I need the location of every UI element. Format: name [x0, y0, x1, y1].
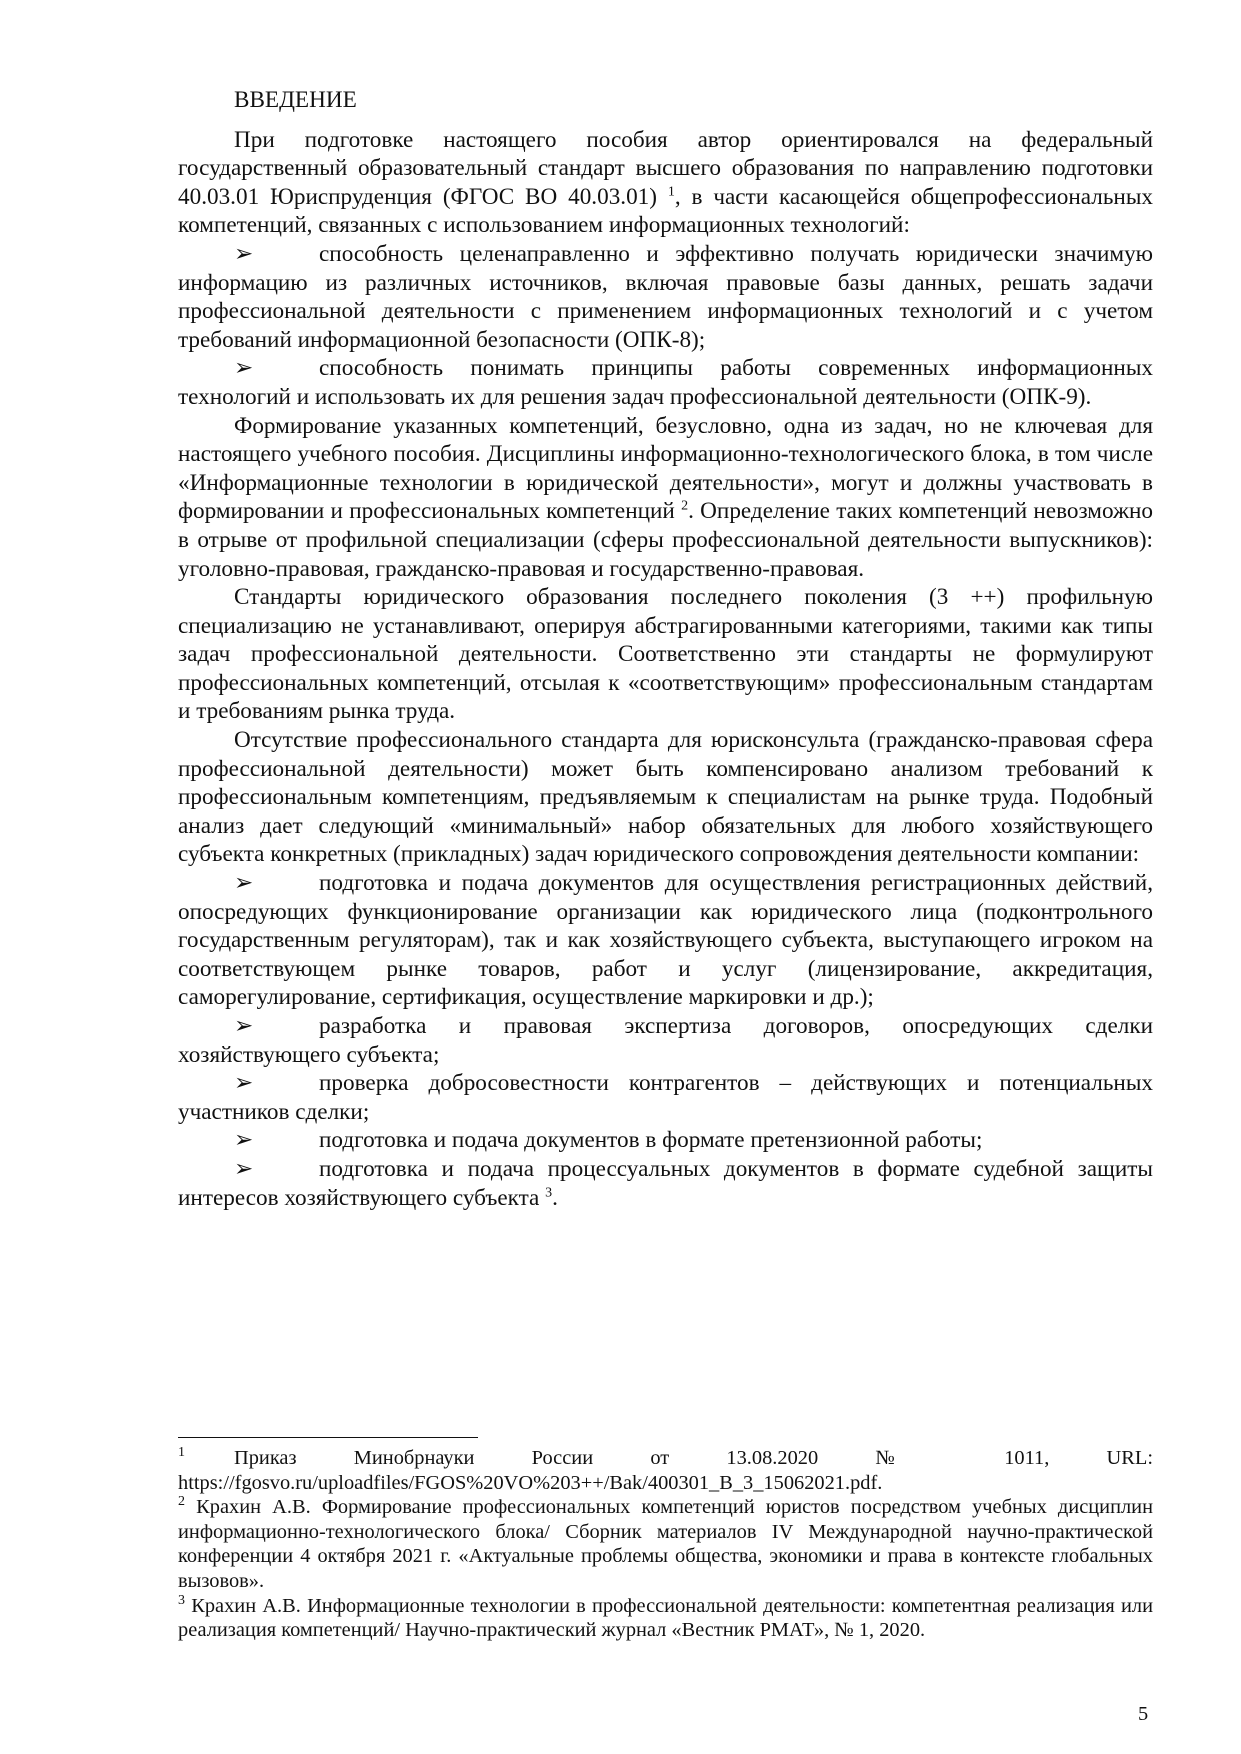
bullet-tail: . — [552, 1184, 558, 1211]
footnote-1-text: Приказ Минобрнауки России от 13.08.2020 № 1011, URL: — [234, 1447, 1153, 1469]
footnote-ref-3[interactable]: 3 — [545, 1184, 553, 1200]
bullet-text: проверка добросовестности контрагентов – действующих и потенциальных участников сделки; — [178, 1070, 1153, 1125]
arrow-bullet-icon: ➢ — [234, 240, 254, 267]
bullet-item — [178, 354, 1153, 411]
bullet-text: способность целенаправленно и эффективно получать юридически значимую информацию из различных источников, включая правовые базы данных, решать задачи профессиональной деятельности с применением информационных технологий и с учетом требований информационной безопасности (ОПК-8); — [178, 240, 1153, 353]
paragraph-2-tail: . Определение таких компетенций невозможно в отрыве от профильной специализации (сферы профессиональной деятельности выпускников): уголовно-правовая, гражданско-правовая и государственно-правовая. — [178, 498, 1154, 582]
bullet-item — [178, 869, 1153, 1012]
footnote-2 — [178, 1495, 1153, 1593]
bullet-item — [178, 1012, 1153, 1069]
footnote-3-number: 3 — [178, 1592, 185, 1608]
main-text — [178, 86, 1153, 1212]
footnote-1-url[interactable]: https://fgosvo.ru/uploadfiles/FGOS%20VO%203++/Bak/400301_B_3_15062021.pdf. — [178, 1471, 883, 1494]
bullet-item — [178, 1126, 1153, 1155]
page-number: 5 — [1138, 1703, 1149, 1725]
footnote-3-text: Крахин А.В. Информационные технологии в профессиональной деятельности: компетентная реализация или реализация компетенций/ Научно-практический журнал «Вестник РМАТ», № 1, 2020. — [178, 1594, 1153, 1642]
bullet-text: подготовка и подача документов в формате претензионной работы; — [319, 1127, 983, 1154]
arrow-bullet-icon: ➢ — [234, 1155, 254, 1182]
bullet-item — [178, 1155, 1153, 1212]
bullet-item — [178, 240, 1153, 354]
paragraph-1 — [178, 126, 1153, 240]
bullet-text: способность понимать принципы работы современных информационных технологий и использовать их для решения задач профессиональной деятельности (ОПК-9). — [178, 355, 1153, 410]
footnote-2-text: Крахин А.В. Формирование профессиональных компетенций юристов посредством учебных дисциплин информационно-технологического блока/ Сборник материалов IV Международной научно-практической конференции 4 октября 2021 г. «Актуальные проблемы общества, экономики и права в контексте глобальных вызовов». — [178, 1496, 1154, 1592]
paragraph-2 — [178, 412, 1153, 584]
footnote-separator — [178, 1437, 478, 1438]
arrow-bullet-icon: ➢ — [234, 1127, 254, 1154]
paragraph-3: Стандарты юридического образования последнего поколения (3 ++) профильную специализацию не устанавливают, оперируя абстрагированными категориями, такими как типы задач профессиональной деятельности. Соответственно эти стандарты не формулируют профессиональных компетенций, отсылая к «соответствующим» профессиональным стандартам и требованиям рынка труда. — [178, 584, 1153, 725]
bullet-text: подготовка и подача документов для осуществления регистрационных действий, опосредующих функционирование организации как юридического лица (подконтрольного государственным регуляторам), так и как хозяйствующего субъекта, выступающего игроком на соответствующем рынке товаров, работ и услуг (лицензирование, аккредитация, саморегулирование, сертификация, осуществление маркировки и др.); — [178, 870, 1153, 1011]
footnotes — [178, 1446, 1153, 1643]
arrow-bullet-icon: ➢ — [234, 355, 254, 382]
paragraph-2-text: Формирование указанных компетенций, безусловно, одна из задач, но не ключевая для настоящего учебного пособия. Дисциплины информационно-технологического блока, в том числе «Информационные технологии в юридической деятельности», могут и должны участвовать в формировании и профессиональных компетенций — [178, 412, 1153, 525]
footnote-ref-2[interactable]: 2 — [681, 498, 689, 514]
footnote-ref-1[interactable]: 1 — [667, 184, 675, 200]
footnote-3 — [178, 1594, 1153, 1643]
bullet-text: разработка и правовая экспертиза договоров, опосредующих сделки хозяйствующего субъекта; — [178, 1013, 1153, 1068]
footnote-2-number: 2 — [178, 1494, 185, 1510]
bullet-item — [178, 1069, 1153, 1126]
paragraph-4: Отсутствие профессионального стандарта для юрисконсульта (гражданско-правовая сфера профессиональной деятельности) может быть компенсировано анализом требований к профессиональным компетенциям, предъявляемым к специалистам на рынке труда. Подобный анализ дает следующий «минимальный» набор обязательных для любого хозяйствующего субъекта конкретных (прикладных) задач юридического сопровождения деятельности компании: — [178, 727, 1153, 868]
bullet-text: подготовка и подача процессуальных документов в формате судебной защиты интересов хозяйствующего субъекта — [178, 1155, 1153, 1211]
arrow-bullet-icon: ➢ — [234, 1070, 254, 1097]
section-heading: ВВЕДЕНИЕ — [234, 87, 357, 113]
paragraph-1-text: При подготовке настоящего пособия автор ориентировался на федеральный государственный образовательный стандарт высшего образования по направлению подготовки 40.03.01 Юриспруденция (ФГОС ВО 40.03.01) — [178, 126, 1153, 210]
paragraph-1-tail: , в части касающейся общепрофессиональных компетенций, связанных с использованием информационных технологий: — [178, 183, 1154, 239]
arrow-bullet-icon: ➢ — [234, 870, 254, 897]
footnote-1: $^1$ Приказ Минобрнауки России от 13.08.2020 № 1011, URL: — [178, 1445, 1153, 1469]
arrow-bullet-icon: ➢ — [234, 1013, 254, 1039]
